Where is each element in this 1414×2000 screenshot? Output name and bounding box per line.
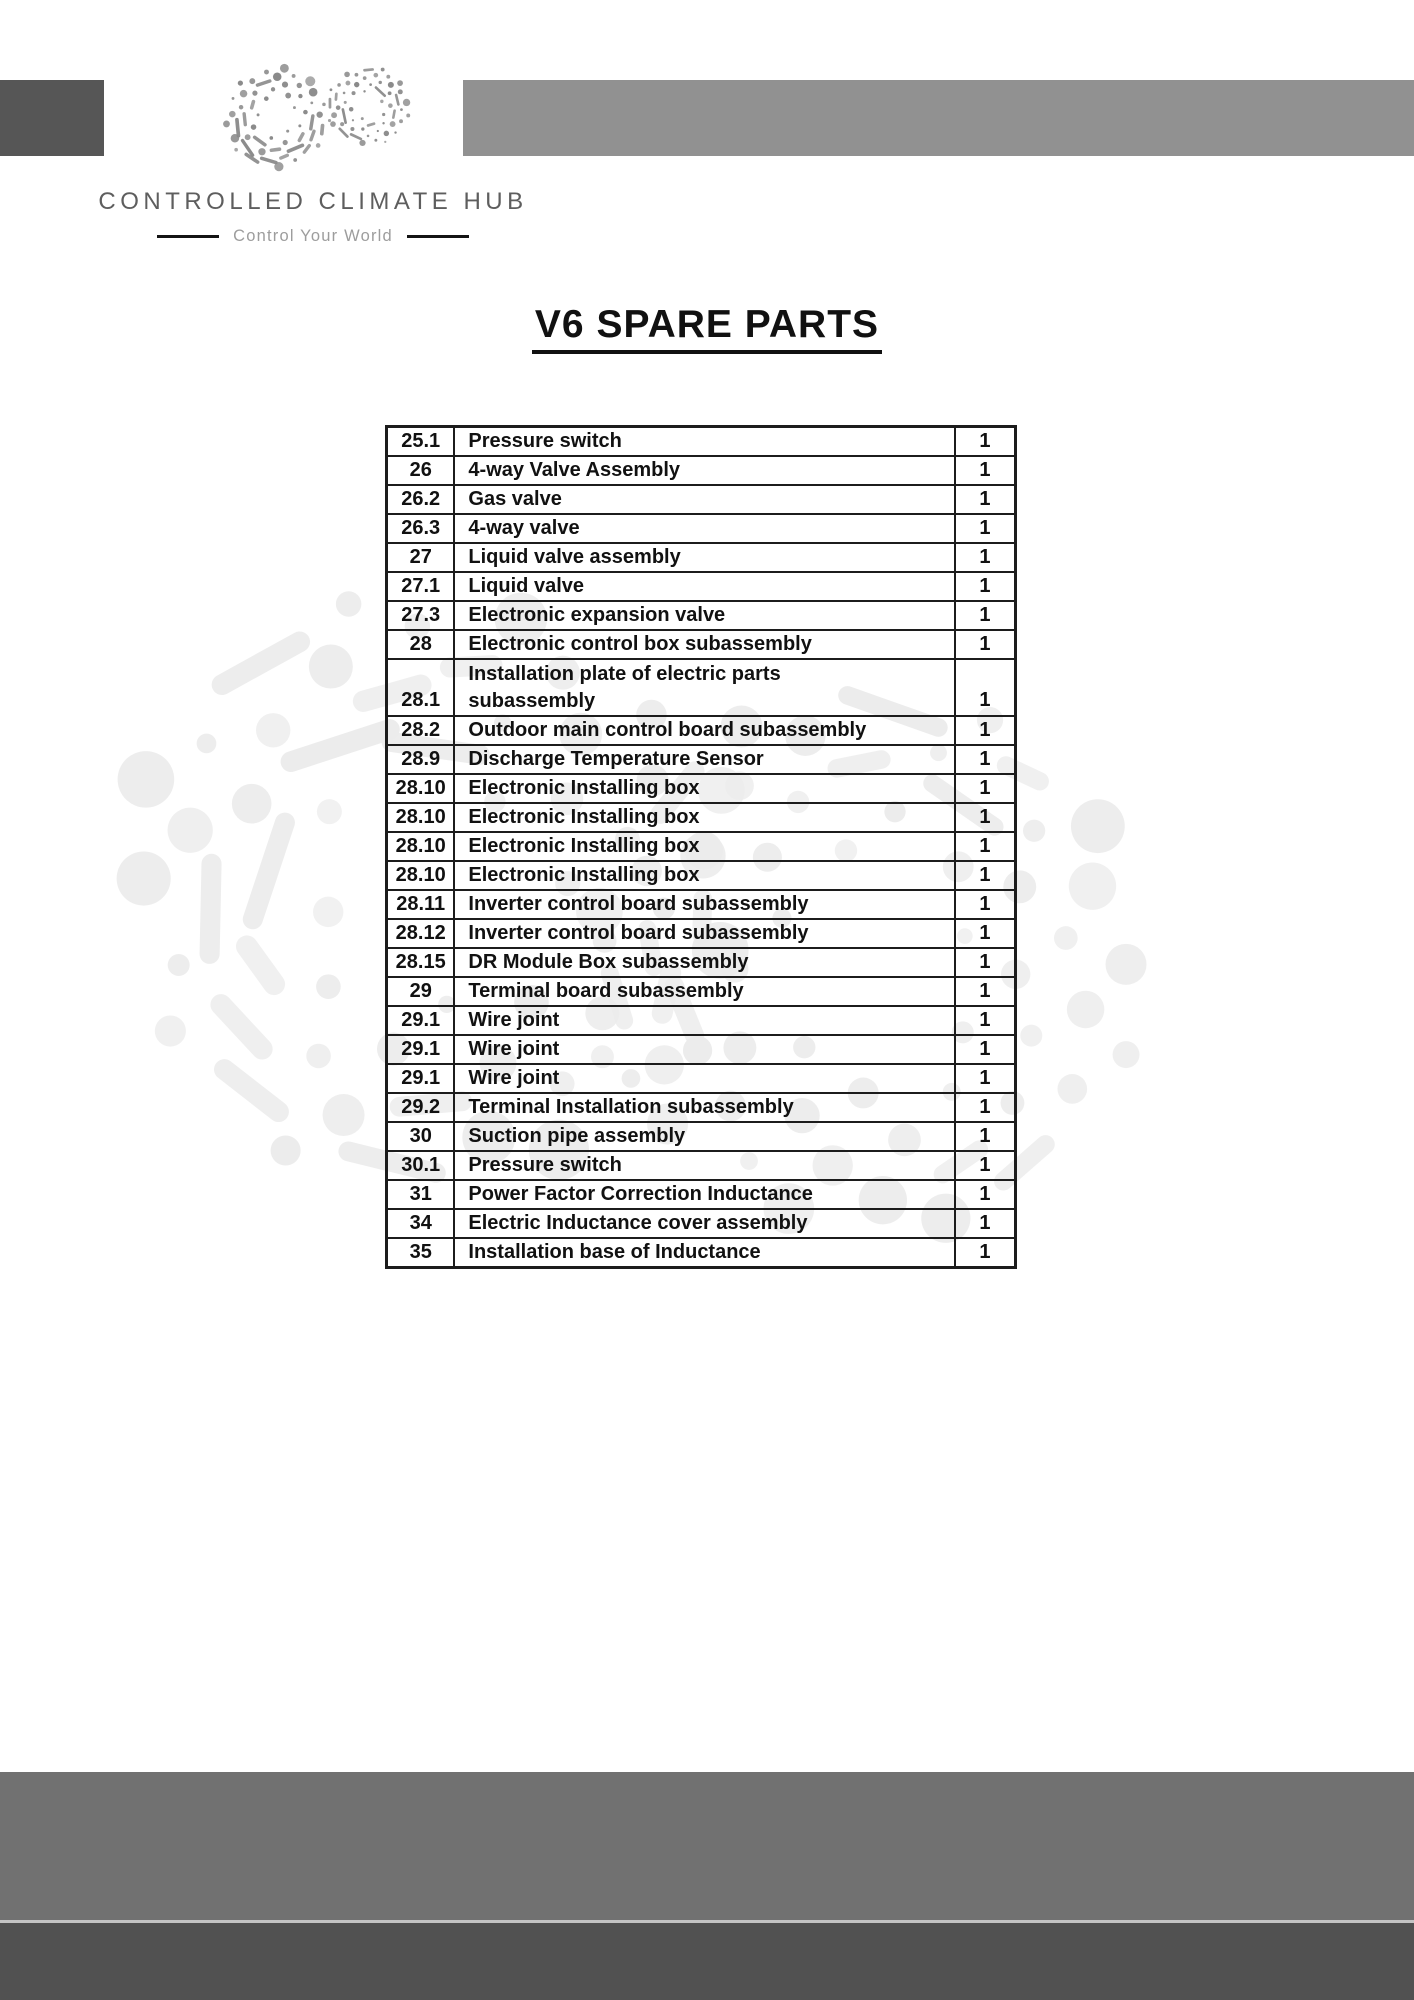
part-number-cell: 29.1 — [387, 1006, 455, 1035]
part-number-cell: 28 — [387, 630, 455, 659]
quantity-cell: 1 — [955, 890, 1016, 919]
part-number-cell: 28.10 — [387, 774, 455, 803]
quantity-cell: 1 — [955, 832, 1016, 861]
part-description-cell — [454, 774, 954, 803]
part-number-cell: 28.11 — [387, 890, 455, 919]
table-row — [387, 774, 1016, 803]
quantity-cell: 1 — [955, 659, 1016, 716]
part-number-cell: 28.1 — [387, 659, 455, 716]
part-description-cell — [454, 745, 954, 774]
table-row — [387, 543, 1016, 572]
part-number-cell: 30 — [387, 1122, 455, 1151]
part-description-line: Inverter control board subassembly — [468, 922, 809, 944]
part-number-cell: 28.2 — [387, 716, 455, 745]
part-description-cell — [454, 1064, 954, 1093]
part-description-cell — [454, 977, 954, 1006]
part-description-line: DR Module Box subassembly — [468, 951, 749, 973]
part-number-cell: 28.12 — [387, 919, 455, 948]
part-description-cell — [454, 803, 954, 832]
part-description-line: Electronic Installing box — [468, 864, 700, 886]
page-title — [0, 303, 1414, 354]
part-number-cell: 30.1 — [387, 1151, 455, 1180]
quantity-cell: 1 — [955, 977, 1016, 1006]
part-description-line: Wire joint — [468, 1038, 560, 1060]
table-row — [387, 861, 1016, 890]
part-description-cell — [454, 1035, 954, 1064]
part-number-cell: 27 — [387, 543, 455, 572]
part-description-cell — [454, 427, 954, 457]
table-row — [387, 1209, 1016, 1238]
part-description-line: Pressure switch — [468, 1154, 622, 1176]
part-description-line: Outdoor main control board subassembly — [468, 719, 867, 741]
table-row — [387, 1122, 1016, 1151]
quantity-cell: 1 — [955, 1035, 1016, 1064]
part-number-cell: 26.2 — [387, 485, 455, 514]
spare-parts-table — [385, 425, 1017, 1269]
quantity-cell: 1 — [955, 745, 1016, 774]
part-description-cell — [454, 601, 954, 630]
table-row — [387, 832, 1016, 861]
footer-gray-band — [0, 1772, 1414, 1920]
part-description-cell — [454, 659, 954, 716]
table-row — [387, 1093, 1016, 1122]
part-description-line: Electronic expansion valve — [468, 604, 726, 626]
part-description-line: Suction pipe assembly — [468, 1125, 686, 1147]
brand-logo-dots-icon — [197, 40, 429, 192]
part-number-cell: 26 — [387, 456, 455, 485]
table-row — [387, 919, 1016, 948]
tagline-right-rule — [407, 235, 469, 238]
quantity-cell: 1 — [955, 601, 1016, 630]
table-row — [387, 456, 1016, 485]
quantity-cell: 1 — [955, 716, 1016, 745]
quantity-cell: 1 — [955, 1093, 1016, 1122]
brand-tagline: Control Your World — [233, 227, 393, 245]
part-description-line: Liquid valve assembly — [468, 546, 681, 568]
part-number-cell: 28.10 — [387, 861, 455, 890]
part-number-cell: 28.9 — [387, 745, 455, 774]
tagline-left-rule — [157, 235, 219, 238]
part-description-cell — [454, 1209, 954, 1238]
part-description-cell — [454, 1238, 954, 1268]
part-description-line: Electronic control box subassembly — [468, 633, 812, 655]
table-row — [387, 1006, 1016, 1035]
part-number-cell: 27.3 — [387, 601, 455, 630]
part-number-cell: 29.2 — [387, 1093, 455, 1122]
quantity-cell: 1 — [955, 1151, 1016, 1180]
spare-parts-table-body — [387, 427, 1016, 1268]
part-description-line: Gas valve — [468, 488, 562, 510]
part-description-cell — [454, 832, 954, 861]
part-description-cell — [454, 1093, 954, 1122]
quantity-cell: 1 — [955, 630, 1016, 659]
quantity-cell: 1 — [955, 1209, 1016, 1238]
header-left-dark-bar — [0, 80, 104, 156]
part-description-cell — [454, 456, 954, 485]
part-description-cell — [454, 1180, 954, 1209]
part-description-line: Installation base of Inductance — [468, 1241, 761, 1263]
table-row — [387, 485, 1016, 514]
part-number-cell: 34 — [387, 1209, 455, 1238]
part-description-line: Pressure switch — [468, 430, 622, 452]
quantity-cell: 1 — [955, 1180, 1016, 1209]
part-number-cell: 29.1 — [387, 1064, 455, 1093]
part-description-cell — [454, 948, 954, 977]
quantity-cell: 1 — [955, 572, 1016, 601]
part-description-line: Inverter control board subassembly — [468, 893, 809, 915]
quantity-cell: 1 — [955, 514, 1016, 543]
part-description-cell — [454, 1151, 954, 1180]
quantity-cell: 1 — [955, 774, 1016, 803]
part-description-line: Wire joint — [468, 1067, 560, 1089]
footer-dark-band — [0, 1923, 1414, 2000]
part-description-line: Discharge Temperature Sensor — [468, 748, 764, 770]
brand-tagline-row — [40, 227, 586, 246]
part-number-cell: 28.15 — [387, 948, 455, 977]
part-description-line: 4-way valve — [468, 517, 580, 539]
quantity-cell: 1 — [955, 1064, 1016, 1093]
part-description-line: Terminal board subassembly — [468, 980, 744, 1002]
part-number-cell: 29.1 — [387, 1035, 455, 1064]
table-row — [387, 1238, 1016, 1268]
quantity-cell: 1 — [955, 1006, 1016, 1035]
table-row — [387, 716, 1016, 745]
part-number-cell: 31 — [387, 1180, 455, 1209]
table-row — [387, 745, 1016, 774]
quantity-cell: 1 — [955, 1238, 1016, 1268]
part-description-line: Terminal Installation subassembly — [468, 1096, 794, 1118]
part-description-cell — [454, 861, 954, 890]
part-number-cell: 26.3 — [387, 514, 455, 543]
quantity-cell: 1 — [955, 543, 1016, 572]
quantity-cell: 1 — [955, 861, 1016, 890]
part-number-cell: 25.1 — [387, 427, 455, 457]
part-number-cell: 35 — [387, 1238, 455, 1268]
part-description-cell — [454, 1122, 954, 1151]
table-row — [387, 890, 1016, 919]
table-row — [387, 1035, 1016, 1064]
brand-name: CONTROLLED CLIMATE HUB — [98, 188, 528, 215]
part-number-cell: 27.1 — [387, 572, 455, 601]
table-row — [387, 948, 1016, 977]
quantity-cell: 1 — [955, 803, 1016, 832]
part-description-line: Electronic Installing box — [468, 777, 700, 799]
header-right-gray-bar — [463, 80, 1414, 156]
part-description-line: Power Factor Correction Inductance — [468, 1183, 813, 1205]
quantity-cell: 1 — [955, 948, 1016, 977]
part-description-cell — [454, 890, 954, 919]
part-description-cell — [454, 572, 954, 601]
table-row — [387, 514, 1016, 543]
part-description-cell — [454, 630, 954, 659]
part-number-cell: 28.10 — [387, 832, 455, 861]
quantity-cell: 1 — [955, 485, 1016, 514]
part-description-cell — [454, 485, 954, 514]
part-description-cell — [454, 716, 954, 745]
page-title-text: V6 SPARE PARTS — [532, 303, 882, 354]
quantity-cell: 1 — [955, 1122, 1016, 1151]
quantity-cell: 1 — [955, 456, 1016, 485]
part-description-line: Installation plate of electric parts — [468, 662, 781, 685]
part-description-cell — [454, 543, 954, 572]
table-row — [387, 1151, 1016, 1180]
part-description-line: 4-way Valve Assembly — [468, 459, 681, 481]
part-description-cell — [454, 919, 954, 948]
part-description-line: subassembly — [468, 689, 596, 712]
table-row — [387, 630, 1016, 659]
part-description-line: Electric Inductance cover assembly — [468, 1212, 808, 1234]
part-description-line: Electronic Installing box — [468, 806, 700, 828]
table-row — [387, 803, 1016, 832]
part-description-line: Liquid valve — [468, 575, 584, 597]
table-row — [387, 977, 1016, 1006]
part-number-cell: 29 — [387, 977, 455, 1006]
quantity-cell: 1 — [955, 919, 1016, 948]
part-description-line: Electronic Installing box — [468, 835, 700, 857]
table-row — [387, 659, 1016, 716]
quantity-cell: 1 — [955, 427, 1016, 457]
part-description-cell — [454, 514, 954, 543]
table-row — [387, 1180, 1016, 1209]
table-row — [387, 1064, 1016, 1093]
part-description-cell — [454, 1006, 954, 1035]
part-description-line: Wire joint — [468, 1009, 560, 1031]
table-row — [387, 601, 1016, 630]
part-number-cell: 28.10 — [387, 803, 455, 832]
table-row — [387, 572, 1016, 601]
table-row — [387, 427, 1016, 457]
